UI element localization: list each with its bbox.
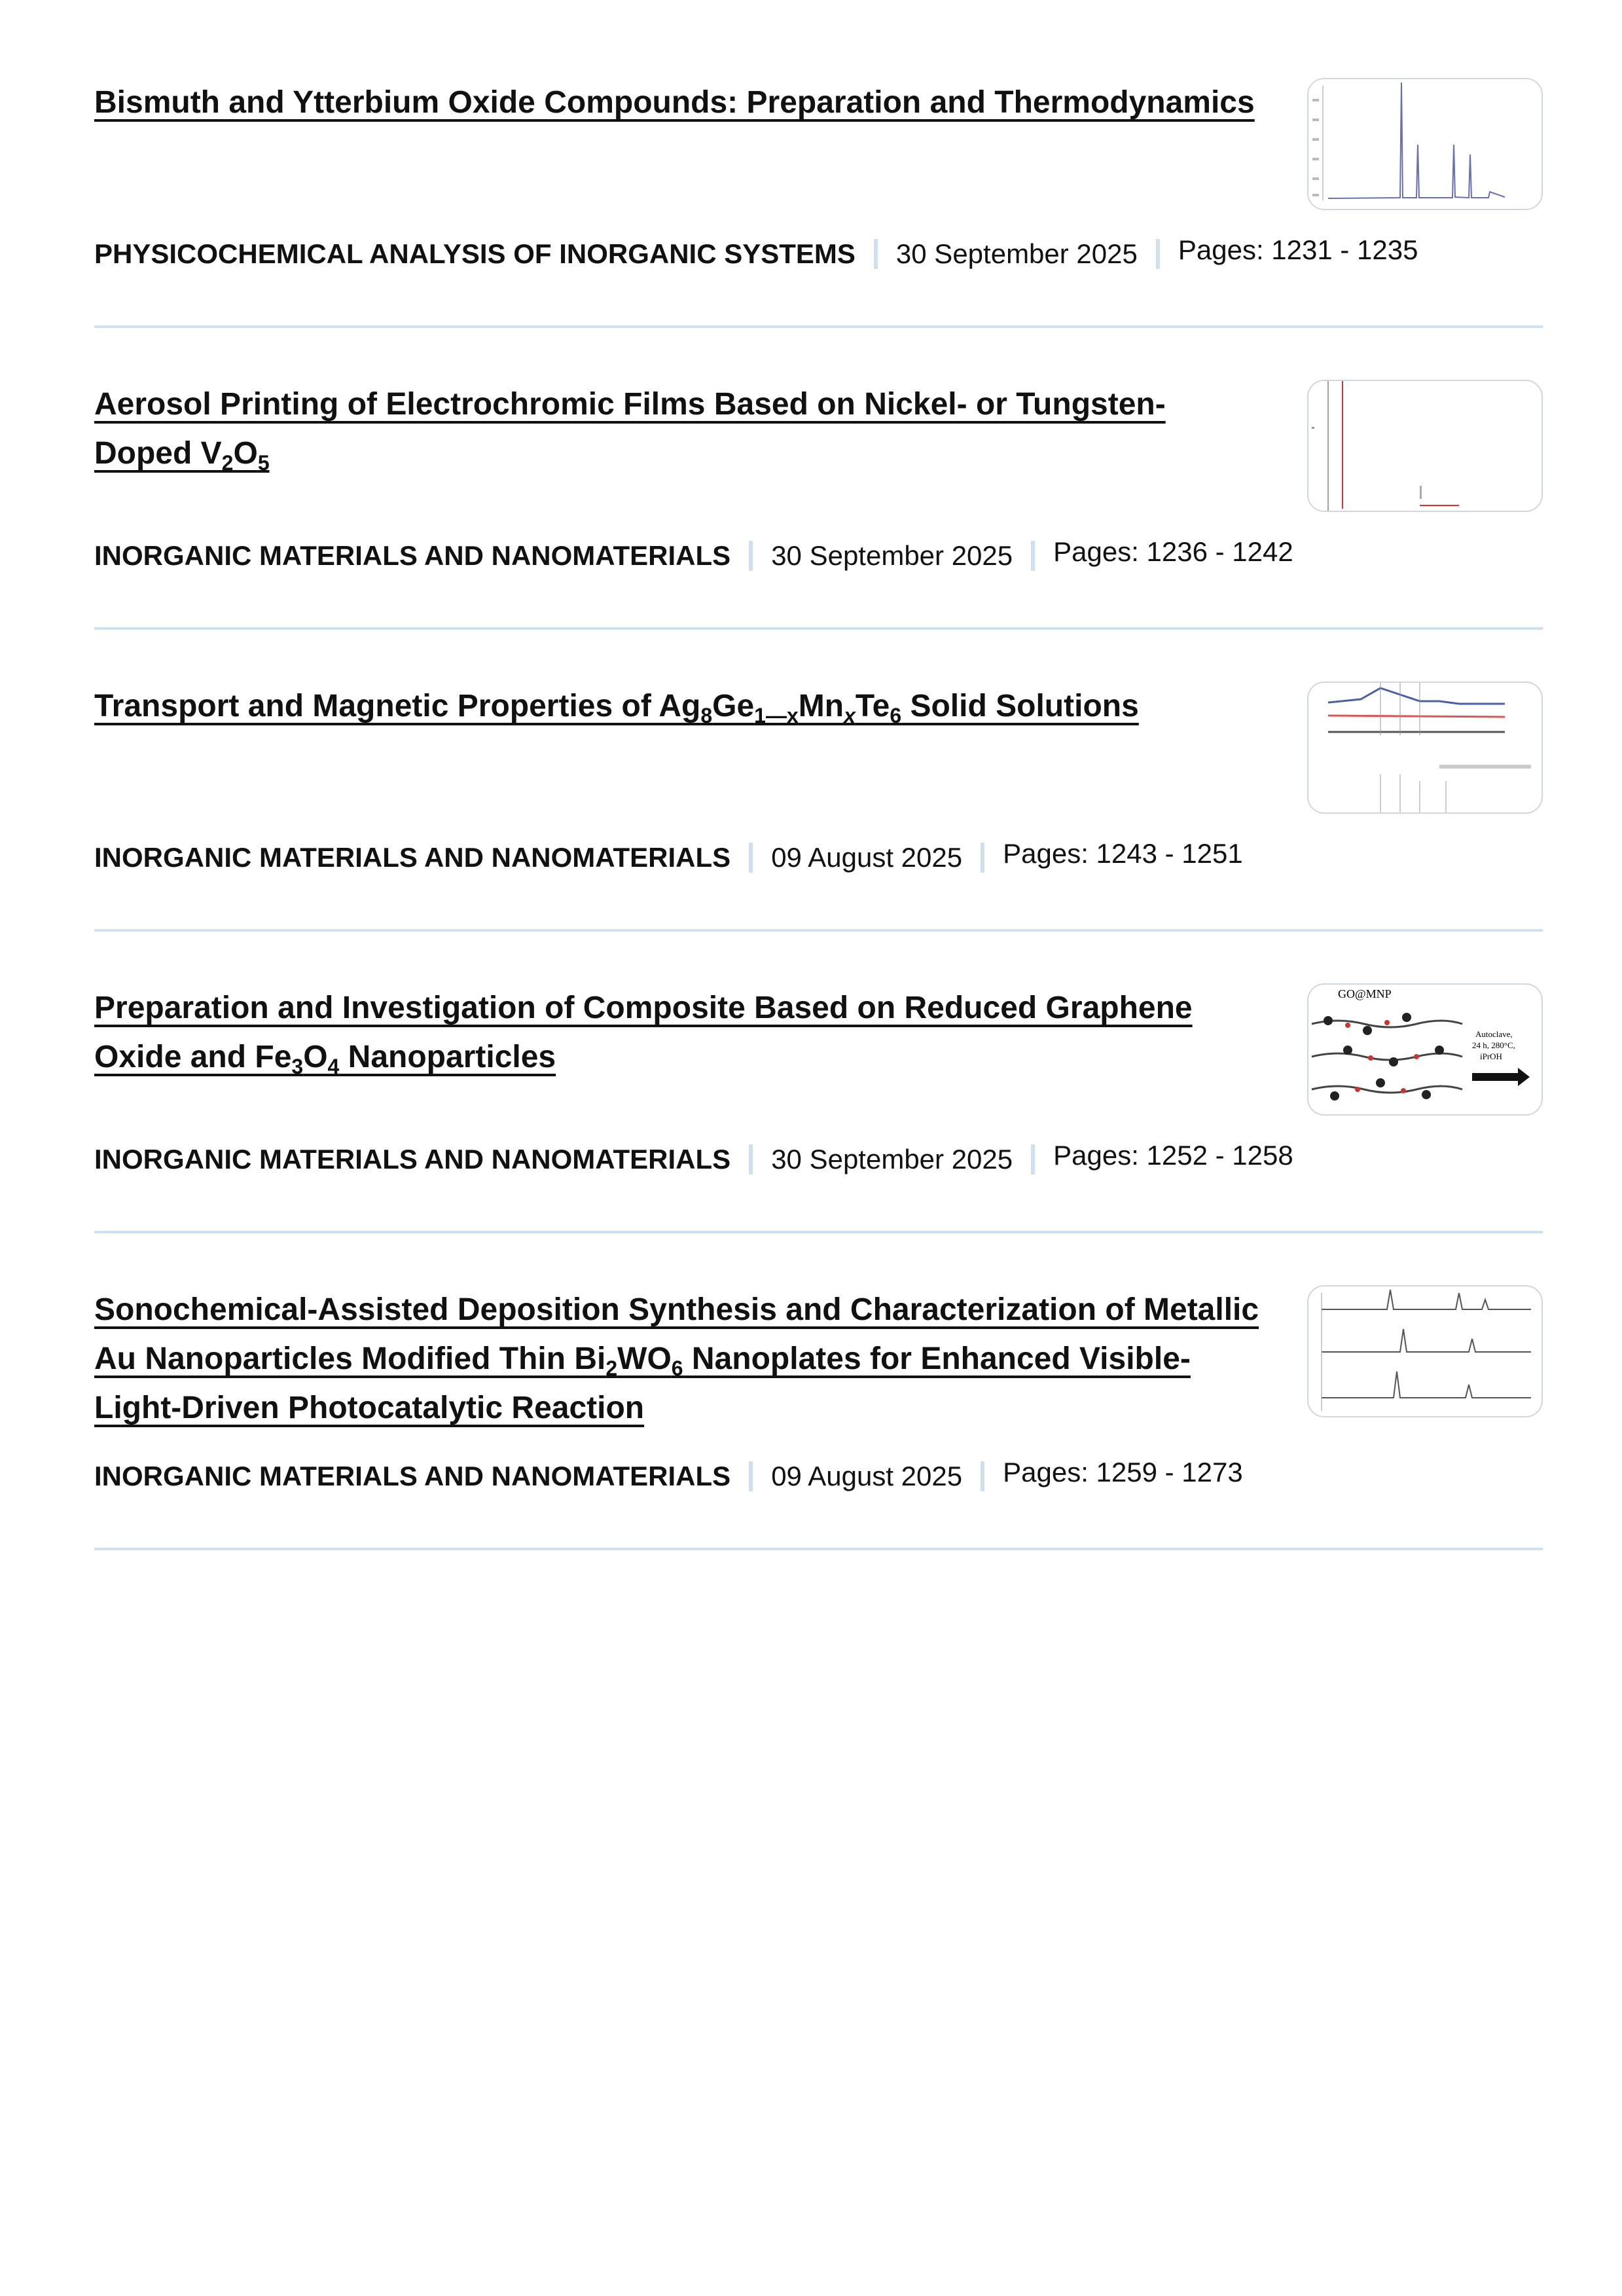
title-subscript: 6 [671, 1357, 683, 1380]
article-meta [94, 536, 1543, 572]
title-text: O [233, 436, 258, 471]
article-title [94, 380, 1259, 478]
page-range: Pages: 1231 - 1235 [1178, 234, 1418, 265]
article-meta [94, 1457, 1543, 1493]
publication-date: 09 August 2025 [771, 1461, 963, 1491]
title-subscript: 5 [257, 451, 270, 475]
title-subscript: 2 [605, 1357, 618, 1380]
spectrum-chart-thumbnail-icon [1308, 381, 1541, 511]
article-title-link[interactable] [94, 1292, 1259, 1425]
title-text: WO [617, 1341, 672, 1376]
meta-separator [874, 239, 878, 269]
journal-name[interactable]: INORGANIC MATERIALS AND NANOMATERIALS [94, 1144, 731, 1175]
meta-separator [1031, 541, 1035, 571]
article-meta [94, 234, 1543, 270]
article-item [94, 1233, 1543, 1550]
thumb-label: iPrOH [1480, 1051, 1502, 1061]
title-subscript: 3 [291, 1055, 304, 1078]
title-text: Sonochemical-Assisted Deposition Synthesis and Characterization of Metallic Au Nanoparticles Modified Thin Bi [94, 1292, 1259, 1376]
article-item [94, 328, 1543, 630]
meta-separator [749, 1144, 753, 1175]
journal-name[interactable]: INORGANIC MATERIALS AND NANOMATERIALS [94, 842, 731, 873]
journal-name[interactable]: INORGANIC MATERIALS AND NANOMATERIALS [94, 1461, 731, 1491]
article-thumbnail[interactable] [1307, 1285, 1543, 1417]
article-list [94, 26, 1543, 1550]
title-subscript: 1—x [754, 704, 799, 727]
article-title-link[interactable] [94, 85, 1255, 120]
title-text: Te [855, 689, 890, 723]
article-item [94, 630, 1543, 932]
journal-name[interactable]: PHYSICOCHEMICAL ANALYSIS OF INORGANIC SYSTEMS [94, 238, 856, 269]
title-text: Nanoparticles [339, 1040, 556, 1074]
publication-date: 30 September 2025 [771, 1144, 1013, 1175]
meta-separator [981, 1461, 984, 1491]
xrd-stack-thumbnail-icon [1308, 1286, 1541, 1416]
meta-separator [749, 843, 753, 873]
meta-separator [749, 541, 753, 571]
article-thumbnail[interactable] [1307, 682, 1543, 814]
article-title-link[interactable] [94, 991, 1193, 1078]
thumb-label: 24 h, 280°C, [1472, 1040, 1515, 1050]
article-meta [94, 838, 1543, 874]
title-subscript: 4 [327, 1055, 340, 1078]
journal-name[interactable]: INORGANIC MATERIALS AND NANOMATERIALS [94, 540, 731, 571]
title-subscript: 6 [890, 704, 902, 727]
title-text: Aerosol Printing of Electrochromic Films Based on Nickel- or Tungsten-Doped V [94, 387, 1166, 471]
thumb-label: Autoclave, [1475, 1029, 1513, 1039]
meta-separator [1156, 239, 1160, 269]
title-text: O [303, 1040, 328, 1074]
article-meta [94, 1140, 1543, 1176]
diffraction-chart-thumbnail-icon [1308, 683, 1541, 812]
xrd-chart-thumbnail-icon [1308, 79, 1541, 209]
article-title-link[interactable] [94, 387, 1166, 475]
title-text: Mn [798, 689, 844, 723]
title-subscript: 8 [700, 704, 713, 727]
publication-date: 30 September 2025 [771, 540, 1013, 571]
article-title-link[interactable] [94, 689, 1139, 727]
article-title [94, 983, 1259, 1082]
article-thumbnail[interactable] [1307, 78, 1543, 210]
article-title [94, 78, 1259, 127]
article-thumbnail[interactable] [1307, 983, 1543, 1116]
meta-separator [981, 843, 984, 873]
meta-separator [1031, 1144, 1035, 1175]
thumb-label: GO@MNP [1338, 987, 1392, 1000]
page-range: Pages: 1243 - 1251 [1003, 838, 1243, 869]
article-item [94, 932, 1543, 1233]
title-text: Solid Solutions [901, 689, 1139, 723]
publication-date: 09 August 2025 [771, 842, 963, 873]
publication-date: 30 September 2025 [895, 238, 1138, 269]
meta-separator [749, 1461, 753, 1491]
article-item [94, 26, 1543, 328]
title-text: Bismuth and Ytterbium Oxide Compounds: Preparation and Thermodynamics [94, 85, 1255, 120]
title-text: Transport and Magnetic Properties of Ag [94, 689, 701, 723]
title-subscript: x [844, 704, 856, 727]
page-range: Pages: 1252 - 1258 [1053, 1140, 1293, 1171]
article-title [94, 682, 1259, 731]
title-text: Preparation and Investigation of Composite Based on Reduced Graphene Oxide and Fe [94, 991, 1193, 1074]
page-range: Pages: 1236 - 1242 [1053, 536, 1293, 567]
article-thumbnail[interactable] [1307, 380, 1543, 512]
page-range: Pages: 1259 - 1273 [1003, 1457, 1243, 1487]
composite-diagram-thumbnail-icon [1308, 985, 1541, 1114]
title-text: Ge [712, 689, 755, 723]
title-text: Nanoplates for Enhanced Visible-Light-Driven Photocatalytic Reaction [94, 1341, 1191, 1425]
article-title [94, 1285, 1259, 1432]
title-subscript: 2 [221, 451, 234, 475]
